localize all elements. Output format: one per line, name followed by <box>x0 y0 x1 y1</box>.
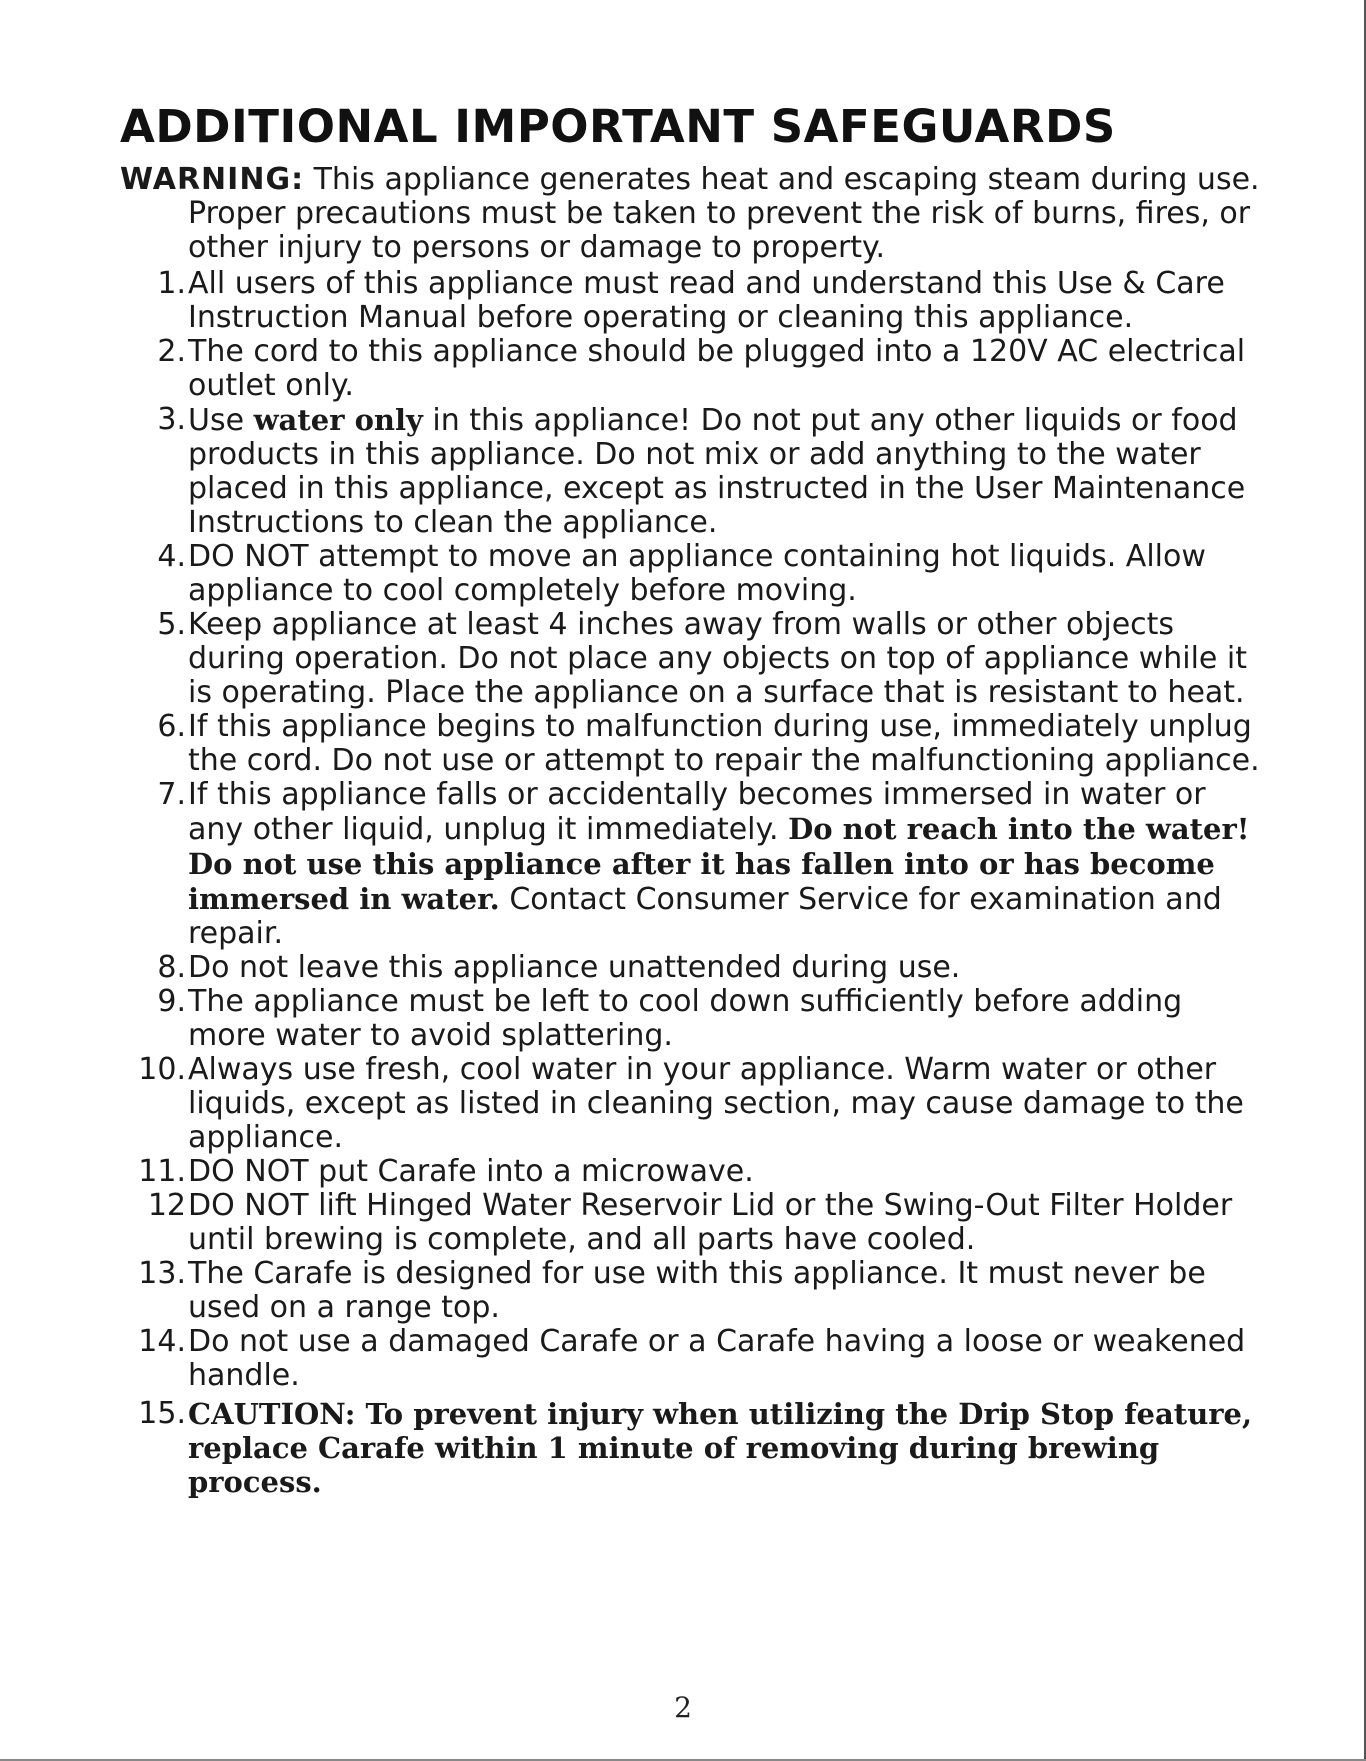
item-text: Do not use a damaged Carafe or a Carafe having a loose or weakened handle. <box>188 1324 1246 1393</box>
list-item <box>120 1155 1260 1189</box>
item-text: DO NOT put Carafe into a microwave. <box>188 1154 754 1189</box>
item-number: 6. <box>157 709 186 744</box>
list-item <box>120 1053 1260 1155</box>
item-number: 9. <box>157 984 186 1019</box>
caution-text: CAUTION: To prevent injury when utilizing the Drip Stop feature, replace Carafe within 1 minute of removing during brewing process. <box>188 1397 1253 1499</box>
item-number: 1. <box>157 266 186 301</box>
item-number: 3. <box>157 402 186 437</box>
list-item <box>120 985 1260 1053</box>
item-number: 14. <box>138 1324 186 1359</box>
item-text-bold: water only <box>253 403 423 437</box>
list-item <box>120 778 1260 951</box>
item-text: The appliance must be left to cool down sufficiently before adding more water to avoid splattering. <box>188 984 1183 1053</box>
list-item <box>120 710 1260 778</box>
item-text-pre: Use <box>188 403 254 438</box>
list-item <box>120 1257 1260 1325</box>
warning-paragraph <box>120 163 1260 265</box>
item-text: All users of this appliance must read and understand this Use & Care Instruction Manual before operating or cleaning this appliance. <box>188 266 1225 335</box>
item-number: 10. <box>138 1052 186 1087</box>
item-number: 12 <box>147 1188 186 1223</box>
item-text: Always use fresh, cool water in your appliance. Warm water or other liquids, except as listed in cleaning section, may cause damage to the appliance. <box>188 1052 1244 1155</box>
item-number: 2. <box>157 334 186 369</box>
item-number: 11. <box>138 1154 186 1189</box>
item-text: DO NOT lift Hinged Water Reservoir Lid or the Swing-Out Filter Holder until brewing is complete, and all parts have cooled. <box>188 1188 1233 1257</box>
item-number: 7. <box>157 777 186 812</box>
list-item <box>120 608 1260 710</box>
item-number: 4. <box>157 539 186 574</box>
item-text-bold: Do not reach into the water! Do not use this appliance after it has fallen into or has become immersed in water. <box>188 812 1250 916</box>
item-number: 13. <box>138 1256 186 1291</box>
caution-item <box>120 1397 1260 1499</box>
item-number: 15. <box>138 1396 186 1431</box>
list-item <box>120 540 1260 608</box>
list-item <box>120 1189 1260 1257</box>
item-text: Keep appliance at least 4 inches away from walls or other objects during operation. Do not place any objects on top of appliance while it is operating. Place the appliance on a surface that is resistant to heat. <box>188 607 1248 710</box>
warning-label: WARNING: <box>120 162 305 197</box>
item-text: The Carafe is designed for use with this appliance. It must never be used on a range top. <box>188 1256 1206 1325</box>
page-title: ADDITIONAL IMPORTANT SAFEGUARDS <box>120 100 1116 153</box>
safeguards-content <box>120 163 1260 1499</box>
warning-text: This appliance generates heat and escaping steam during use. Proper precautions must be taken to prevent the risk of burns, fires, or other injury to persons or damage to property. <box>188 162 1260 265</box>
list-item <box>120 951 1260 985</box>
page-number: 2 <box>674 1691 692 1724</box>
item-text: DO NOT attempt to move an appliance containing hot liquids. Allow appliance to cool completely before moving. <box>188 539 1206 608</box>
item-text: Do not leave this appliance unattended during use. <box>188 950 961 985</box>
item-text: The cord to this appliance should be plugged into a 120V AC electrical outlet only. <box>188 334 1246 403</box>
item-number: 8. <box>157 950 186 985</box>
item-text-post: in this appliance! Do not put any other liquids or food products in this appliance. Do not mix or add anything to the water placed in this appliance, except as instructed in the User Maintenance Instructions to clean the appliance. <box>188 403 1246 540</box>
item-text: If this appliance begins to malfunction during use, immediately unplug the cord. Do not use or attempt to repair the malfunctioning appliance. <box>188 709 1260 778</box>
item-text-post: Contact Consumer Service for examination and repair. <box>188 882 1222 951</box>
item-number: 5. <box>157 607 186 642</box>
item-text-pre: If this appliance falls or accidentally becomes immersed in water or any other liquid, unplug it immediately. <box>188 777 1206 847</box>
list-item <box>120 403 1260 540</box>
list-item <box>120 335 1260 403</box>
list-item <box>120 1325 1260 1393</box>
safeguard-list <box>120 267 1260 1499</box>
list-item <box>120 267 1260 335</box>
